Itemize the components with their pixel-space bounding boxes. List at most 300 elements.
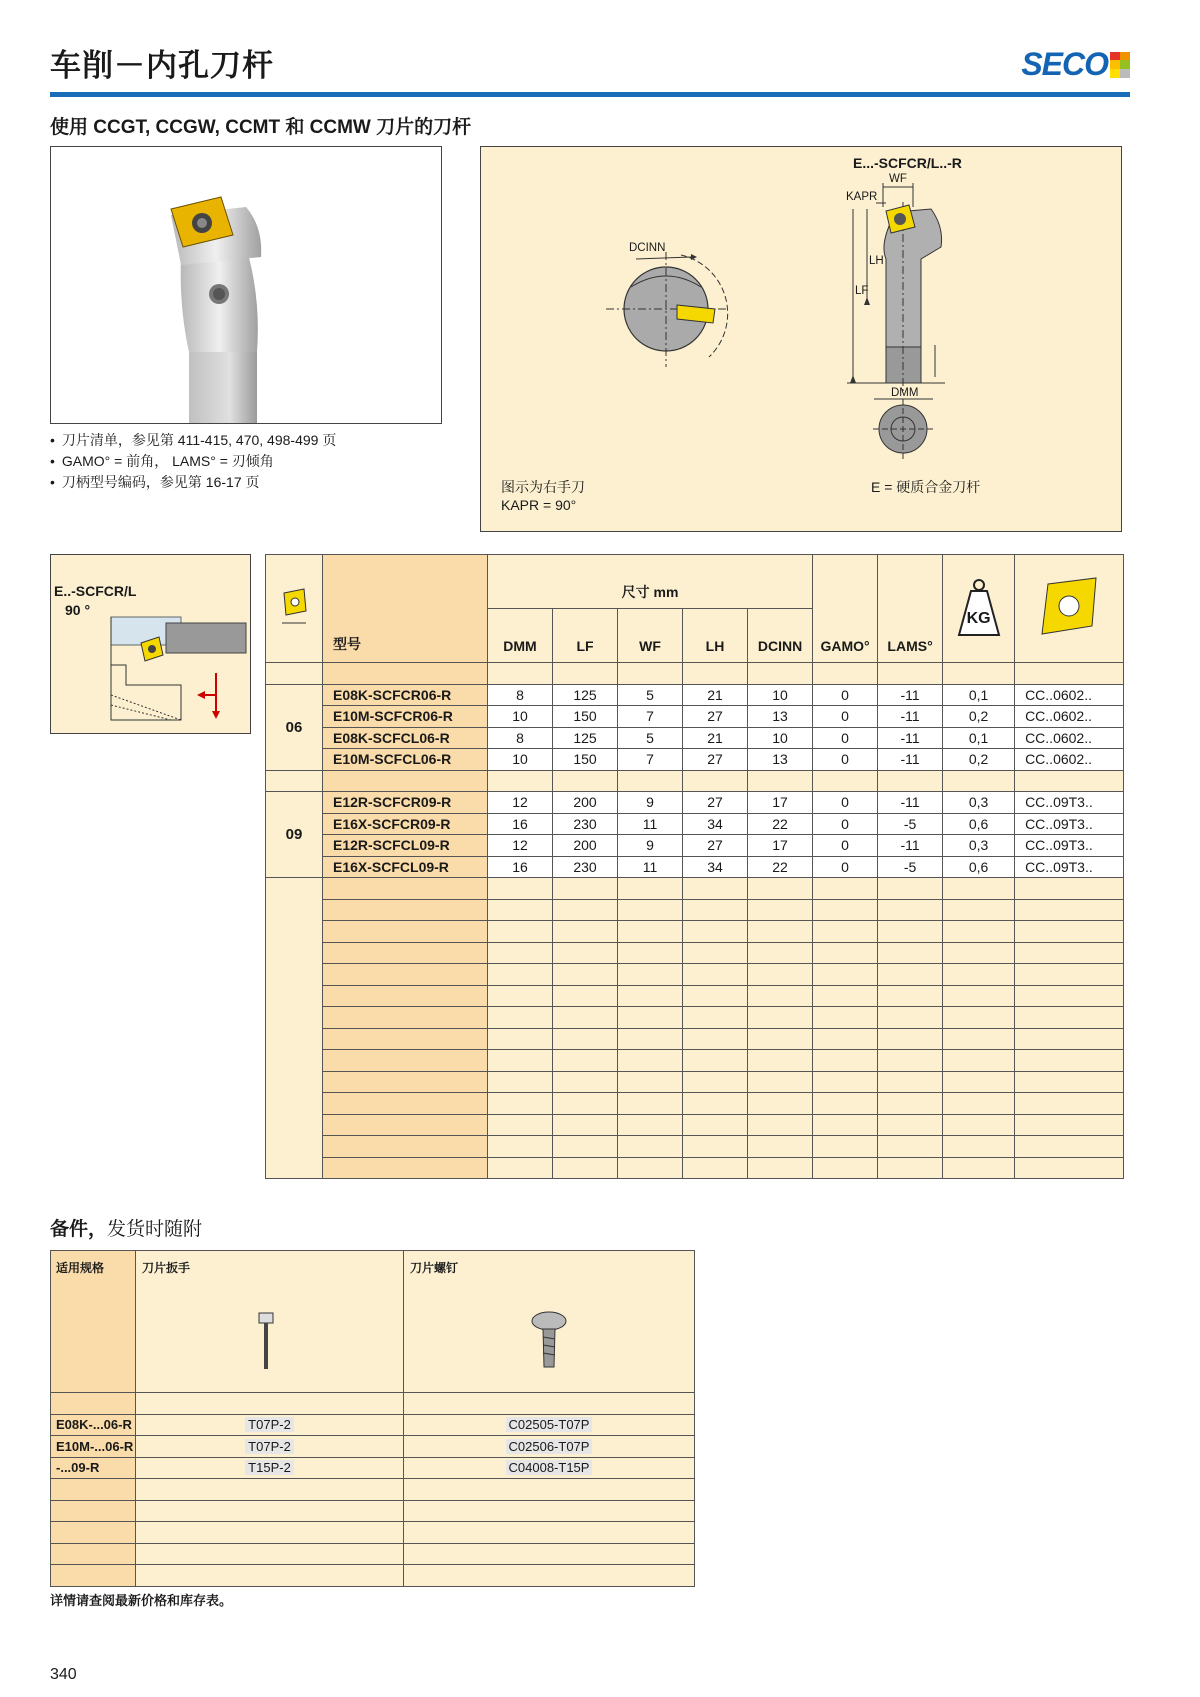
empty-cell — [1015, 1028, 1124, 1050]
empty-cell — [323, 770, 488, 792]
empty-cell — [553, 921, 618, 943]
empty-cell — [878, 964, 943, 986]
section-subtitle: 使用 CCGT, CCGW, CCMT 和 CCMW 刀片的刀杆 — [50, 117, 472, 138]
empty-cell — [683, 878, 748, 900]
empty-cell — [618, 1093, 683, 1115]
empty-cell — [488, 899, 553, 921]
spacer-row — [266, 770, 1124, 792]
kg-cell: 0,2 — [943, 749, 1015, 771]
empty-cell — [878, 1136, 943, 1158]
column-header-lams: LAMS° — [878, 555, 943, 663]
empty-cell — [748, 1071, 813, 1093]
spacer-row — [266, 1028, 1124, 1050]
note-item: • 刀柄型号编码，参见第 16-17 页 — [50, 472, 336, 493]
empty-cell — [1015, 1157, 1124, 1179]
empty-cell — [553, 1136, 618, 1158]
key-cell-text: T15P-2 — [245, 1460, 294, 1475]
empty-cell — [553, 1071, 618, 1093]
empty-cell — [266, 770, 323, 792]
empty-cell — [943, 1093, 1015, 1115]
empty-cell — [136, 1393, 404, 1415]
lams-cell: -5 — [878, 856, 943, 878]
lh-cell: 34 — [683, 856, 748, 878]
empty-cell — [683, 1071, 748, 1093]
header-rule — [50, 92, 1130, 97]
empty-cell — [748, 663, 813, 685]
lf-label: LF — [855, 285, 869, 297]
empty-cell — [51, 1393, 136, 1415]
empty-cell — [323, 942, 488, 964]
empty-cell — [748, 1050, 813, 1072]
screw-cell-text: C02505-T07P — [506, 1417, 593, 1432]
caption-carbide: E = 硬质合金刀杆 — [871, 479, 981, 495]
empty-cell — [618, 1157, 683, 1179]
empty-cell — [748, 1093, 813, 1115]
empty-cell — [943, 921, 1015, 943]
empty-cell — [323, 1093, 488, 1115]
empty-cell — [1015, 1007, 1124, 1029]
orientation-drawing-icon — [51, 555, 252, 735]
table-row — [266, 749, 1124, 771]
empty-cell — [488, 1050, 553, 1072]
empty-cell — [878, 1093, 943, 1115]
list-item — [51, 1414, 695, 1436]
empty-cell — [813, 1007, 878, 1029]
fit-cell — [51, 1414, 136, 1436]
footnote: 详情请查阅最新价格和库存表。 — [50, 1593, 233, 1608]
empty-cell — [878, 1050, 943, 1072]
fit-cell-text: E10M-...06-R — [56, 1438, 134, 1454]
kg-cell: 0,3 — [943, 835, 1015, 857]
empty-cell — [1015, 964, 1124, 986]
empty-cell — [878, 942, 943, 964]
spacer-row — [266, 985, 1124, 1007]
model-cell: E16X-SCFCL09-R — [323, 856, 488, 878]
kapr-label: KAPR — [846, 191, 878, 203]
empty-cell — [488, 1093, 553, 1115]
lams-cell: -11 — [878, 684, 943, 706]
empty-cell — [136, 1543, 404, 1565]
spacer-row — [266, 1136, 1124, 1158]
empty-cell — [813, 1071, 878, 1093]
key-cell-text: T07P-2 — [245, 1439, 294, 1454]
lh-label: LH — [869, 255, 884, 267]
insert-header — [1015, 555, 1124, 663]
empty-cell — [488, 1136, 553, 1158]
spacer-row — [266, 1071, 1124, 1093]
empty-cell — [748, 878, 813, 900]
empty-cell — [683, 899, 748, 921]
empty-cell — [878, 1007, 943, 1029]
empty-cell — [618, 1007, 683, 1029]
insert-cell: CC..0602.. — [1015, 727, 1124, 749]
spacer-row — [266, 921, 1124, 943]
empty-cell — [136, 1479, 404, 1501]
table-row — [266, 856, 1124, 878]
model-cell: E08K-SCFCL06-R — [323, 727, 488, 749]
model-cell: E16X-SCFCR09-R — [323, 813, 488, 835]
accessories-heading-bold: 备件， — [50, 1219, 108, 1240]
lams-cell: -11 — [878, 749, 943, 771]
gamo-cell: 0 — [813, 727, 878, 749]
screw-cell-text: C02506-T07P — [506, 1439, 593, 1454]
wf-cell: 9 — [618, 792, 683, 814]
product-photo — [50, 146, 442, 424]
table-row — [266, 835, 1124, 857]
empty-cell — [748, 1007, 813, 1029]
gamo-cell: 0 — [813, 792, 878, 814]
empty-cell — [683, 1050, 748, 1072]
empty-cell — [683, 663, 748, 685]
wf-cell: 11 — [618, 856, 683, 878]
empty-cell — [323, 964, 488, 986]
fit-cell-text: -...09-R — [56, 1460, 100, 1476]
empty-cell — [683, 1136, 748, 1158]
lams-cell: -11 — [878, 792, 943, 814]
wf-cell: 9 — [618, 835, 683, 857]
empty-cell — [878, 663, 943, 685]
empty-cell — [748, 1136, 813, 1158]
dcinn-cell: 10 — [748, 684, 813, 706]
empty-cell — [553, 964, 618, 986]
empty-cell — [683, 1007, 748, 1029]
empty-cell — [553, 985, 618, 1007]
empty-cell — [553, 1093, 618, 1115]
column-header-gamo: GAMO° — [813, 555, 878, 663]
kg-cell: 0,1 — [943, 727, 1015, 749]
dmm-cell: 16 — [488, 856, 553, 878]
empty-cell — [488, 964, 553, 986]
dmm-cell: 8 — [488, 684, 553, 706]
empty-cell — [323, 1028, 488, 1050]
weight-label: KG — [966, 610, 991, 627]
insert-icon — [1034, 576, 1104, 638]
spacer-row — [266, 942, 1124, 964]
empty-cell — [488, 921, 553, 943]
key-cell — [136, 1457, 404, 1479]
insert-shape-icon — [276, 587, 312, 627]
empty-cell — [553, 942, 618, 964]
accessories-table — [50, 1250, 695, 1587]
empty-cell — [748, 964, 813, 986]
screw-cell — [404, 1457, 695, 1479]
insert-cell: CC..0602.. — [1015, 684, 1124, 706]
empty-cell — [1015, 899, 1124, 921]
empty-cell — [943, 899, 1015, 921]
empty-cell — [618, 1050, 683, 1072]
empty-cell — [943, 964, 1015, 986]
empty-cell — [553, 770, 618, 792]
spacer-row — [51, 1565, 695, 1587]
empty-cell — [404, 1393, 695, 1415]
empty-cell — [488, 942, 553, 964]
empty-cell — [748, 921, 813, 943]
empty-cell — [1015, 1136, 1124, 1158]
screw-cell — [404, 1436, 695, 1458]
column-header-lh: LH — [683, 609, 748, 663]
spacer-row — [266, 1114, 1124, 1136]
empty-cell — [323, 663, 488, 685]
dcinn-cell: 13 — [748, 706, 813, 728]
empty-cell — [1015, 878, 1124, 900]
empty-cell — [943, 1071, 1015, 1093]
table-row — [266, 706, 1124, 728]
lf-cell: 200 — [553, 835, 618, 857]
table-row — [266, 792, 1124, 814]
note-item: • GAMO° = 前角， LAMS° = 刃倾角 — [50, 451, 336, 472]
insert-cell: CC..0602.. — [1015, 706, 1124, 728]
lams-cell: -5 — [878, 813, 943, 835]
empty-cell — [618, 878, 683, 900]
orientation-box — [50, 554, 251, 734]
gamo-cell: 0 — [813, 856, 878, 878]
page-title: 车削－内孔刀杆 — [50, 48, 274, 83]
empty-cell — [943, 1114, 1015, 1136]
empty-cell — [553, 1028, 618, 1050]
empty-cell — [748, 942, 813, 964]
notes-list — [50, 430, 336, 493]
insert-cell: CC..09T3.. — [1015, 792, 1124, 814]
empty-cell — [618, 921, 683, 943]
empty-cell — [618, 964, 683, 986]
empty-cell — [51, 1479, 136, 1501]
empty-cell — [748, 1157, 813, 1179]
empty-cell — [323, 1071, 488, 1093]
insert-cell: CC..09T3.. — [1015, 856, 1124, 878]
empty-cell — [488, 1157, 553, 1179]
dcinn-cell: 17 — [748, 792, 813, 814]
empty-cell — [878, 770, 943, 792]
spacer-row — [51, 1543, 695, 1565]
empty-cell — [683, 1093, 748, 1115]
wf-cell: 5 — [618, 684, 683, 706]
dimension-drawing-icon — [481, 147, 1123, 533]
spacer-row — [266, 1093, 1124, 1115]
dcinn-label: DCINN — [629, 242, 666, 254]
empty-cell — [404, 1500, 695, 1522]
empty-cell — [683, 964, 748, 986]
empty-cell — [943, 1136, 1015, 1158]
fit-cell-text: E08K-...06-R — [56, 1417, 132, 1433]
weight-icon — [954, 577, 1004, 641]
list-item — [51, 1457, 695, 1479]
empty-cell — [323, 1114, 488, 1136]
empty-cell — [618, 663, 683, 685]
model-cell: E12R-SCFCR09-R — [323, 792, 488, 814]
lh-cell: 21 — [683, 684, 748, 706]
kg-cell: 0,6 — [943, 856, 1015, 878]
empty-cell — [323, 921, 488, 943]
empty-cell — [683, 770, 748, 792]
empty-cell — [1015, 921, 1124, 943]
empty-cell — [553, 1050, 618, 1072]
dcinn-cell: 13 — [748, 749, 813, 771]
table-row — [266, 684, 1124, 706]
lf-cell: 125 — [553, 727, 618, 749]
empty-cell — [323, 899, 488, 921]
lh-cell: 34 — [683, 813, 748, 835]
empty-cell — [136, 1565, 404, 1587]
empty-cell — [488, 985, 553, 1007]
torx-key-icon — [256, 1311, 278, 1373]
empty-cell — [136, 1522, 404, 1544]
empty-cell — [1015, 942, 1124, 964]
fit-header: 适用规格 — [51, 1251, 136, 1393]
empty-cell — [323, 878, 488, 900]
list-item — [51, 1436, 695, 1458]
empty-cell — [618, 1114, 683, 1136]
insert-size-cell: 06 — [266, 684, 323, 770]
fit-cell — [51, 1436, 136, 1458]
empty-cell — [618, 899, 683, 921]
lh-cell: 27 — [683, 749, 748, 771]
orientation-angle: 90 ° — [65, 602, 91, 618]
empty-cell — [943, 942, 1015, 964]
lf-cell: 230 — [553, 856, 618, 878]
empty-cell — [748, 899, 813, 921]
dmm-cell: 10 — [488, 706, 553, 728]
empty-cell — [488, 1114, 553, 1136]
empty-cell — [1015, 1114, 1124, 1136]
model-cell: E08K-SCFCR06-R — [323, 684, 488, 706]
screw-header — [404, 1251, 695, 1393]
kg-cell: 0,1 — [943, 684, 1015, 706]
empty-cell — [323, 985, 488, 1007]
gamo-cell: 0 — [813, 706, 878, 728]
insert-screw-icon — [529, 1311, 569, 1373]
lf-cell: 150 — [553, 706, 618, 728]
kg-cell: 0,2 — [943, 706, 1015, 728]
fit-cell — [51, 1457, 136, 1479]
table-row — [266, 727, 1124, 749]
spacer-row — [266, 1050, 1124, 1072]
caption-kapr: KAPR = 90° — [501, 497, 577, 513]
lams-cell: -11 — [878, 835, 943, 857]
empty-cell — [943, 663, 1015, 685]
spacer-row — [51, 1393, 695, 1415]
empty-cell — [813, 1114, 878, 1136]
lf-cell: 125 — [553, 684, 618, 706]
empty-cell — [488, 1028, 553, 1050]
empty-cell — [51, 1522, 136, 1544]
empty-cell — [323, 1157, 488, 1179]
empty-cell — [878, 1114, 943, 1136]
screw-cell — [404, 1414, 695, 1436]
model-cell: E10M-SCFCL06-R — [323, 749, 488, 771]
column-header-wf: WF — [618, 609, 683, 663]
empty-cell — [404, 1565, 695, 1587]
model-cell: E10M-SCFCR06-R — [323, 706, 488, 728]
dimensions-header: 尺寸 mm — [488, 555, 813, 609]
empty-cell — [683, 1114, 748, 1136]
accessories-heading-rest: 发货时随附 — [107, 1219, 203, 1240]
empty-cell — [813, 663, 878, 685]
spacer-row — [266, 964, 1124, 986]
empty-cell — [943, 1007, 1015, 1029]
empty-cell — [943, 1050, 1015, 1072]
column-header-dmm: DMM — [488, 609, 553, 663]
model-cell: E12R-SCFCL09-R — [323, 835, 488, 857]
dmm-cell: 12 — [488, 835, 553, 857]
screw-header-label: 刀片螺钉 — [410, 1261, 459, 1275]
empty-cell — [1015, 663, 1124, 685]
empty-cell — [488, 1071, 553, 1093]
spacer-row — [51, 1479, 695, 1501]
dcinn-cell: 22 — [748, 813, 813, 835]
empty-cell — [553, 1007, 618, 1029]
empty-cell — [1015, 1093, 1124, 1115]
empty-cell — [878, 1157, 943, 1179]
gamo-cell: 0 — [813, 813, 878, 835]
insert-cell: CC..09T3.. — [1015, 813, 1124, 835]
empty-cell — [943, 878, 1015, 900]
empty-cell — [813, 1136, 878, 1158]
page-number: 340 — [50, 1666, 77, 1683]
empty-cell — [943, 1028, 1015, 1050]
wf-cell: 7 — [618, 749, 683, 771]
empty-cell — [878, 899, 943, 921]
kg-cell: 0,6 — [943, 813, 1015, 835]
dmm-cell: 12 — [488, 792, 553, 814]
wf-cell: 7 — [618, 706, 683, 728]
gamo-cell: 0 — [813, 835, 878, 857]
empty-cell — [813, 964, 878, 986]
dcinn-cell: 17 — [748, 835, 813, 857]
empty-cell — [51, 1500, 136, 1522]
lh-cell: 27 — [683, 792, 748, 814]
brand-logo — [1021, 46, 1130, 83]
insert-size-header — [266, 555, 323, 663]
empty-cell — [1015, 1071, 1124, 1093]
empty-cell — [748, 1114, 813, 1136]
empty-cell — [813, 899, 878, 921]
spacer-row — [51, 1522, 695, 1544]
empty-cell — [748, 985, 813, 1007]
holder-table — [265, 554, 1124, 1179]
empty-cell — [813, 1157, 878, 1179]
dmm-cell: 8 — [488, 727, 553, 749]
empty-cell — [618, 942, 683, 964]
column-header-dcinn: DCINN — [748, 609, 813, 663]
gamo-cell: 0 — [813, 684, 878, 706]
kg-cell: 0,3 — [943, 792, 1015, 814]
gamo-cell: 0 — [813, 749, 878, 771]
dmm-cell: 16 — [488, 813, 553, 835]
wf-cell: 5 — [618, 727, 683, 749]
empty-cell — [553, 878, 618, 900]
lf-cell: 150 — [553, 749, 618, 771]
empty-cell — [878, 1071, 943, 1093]
table-row — [266, 813, 1124, 835]
key-cell-text: T07P-2 — [245, 1417, 294, 1432]
empty-cell — [618, 1136, 683, 1158]
empty-cell — [618, 1071, 683, 1093]
empty-cell — [683, 1028, 748, 1050]
lh-cell: 21 — [683, 727, 748, 749]
empty-cell — [618, 770, 683, 792]
boring-bar-photo-icon — [51, 147, 442, 424]
empty-cell — [553, 663, 618, 685]
empty-cell — [943, 1157, 1015, 1179]
spacer-row — [266, 1007, 1124, 1029]
brand-name: SECO — [1021, 46, 1108, 82]
empty-cell — [488, 878, 553, 900]
dimension-diagram — [480, 146, 1122, 532]
empty-cell — [813, 1093, 878, 1115]
model-header: 型号 — [323, 555, 488, 663]
lf-cell: 200 — [553, 792, 618, 814]
empty-cell — [683, 942, 748, 964]
